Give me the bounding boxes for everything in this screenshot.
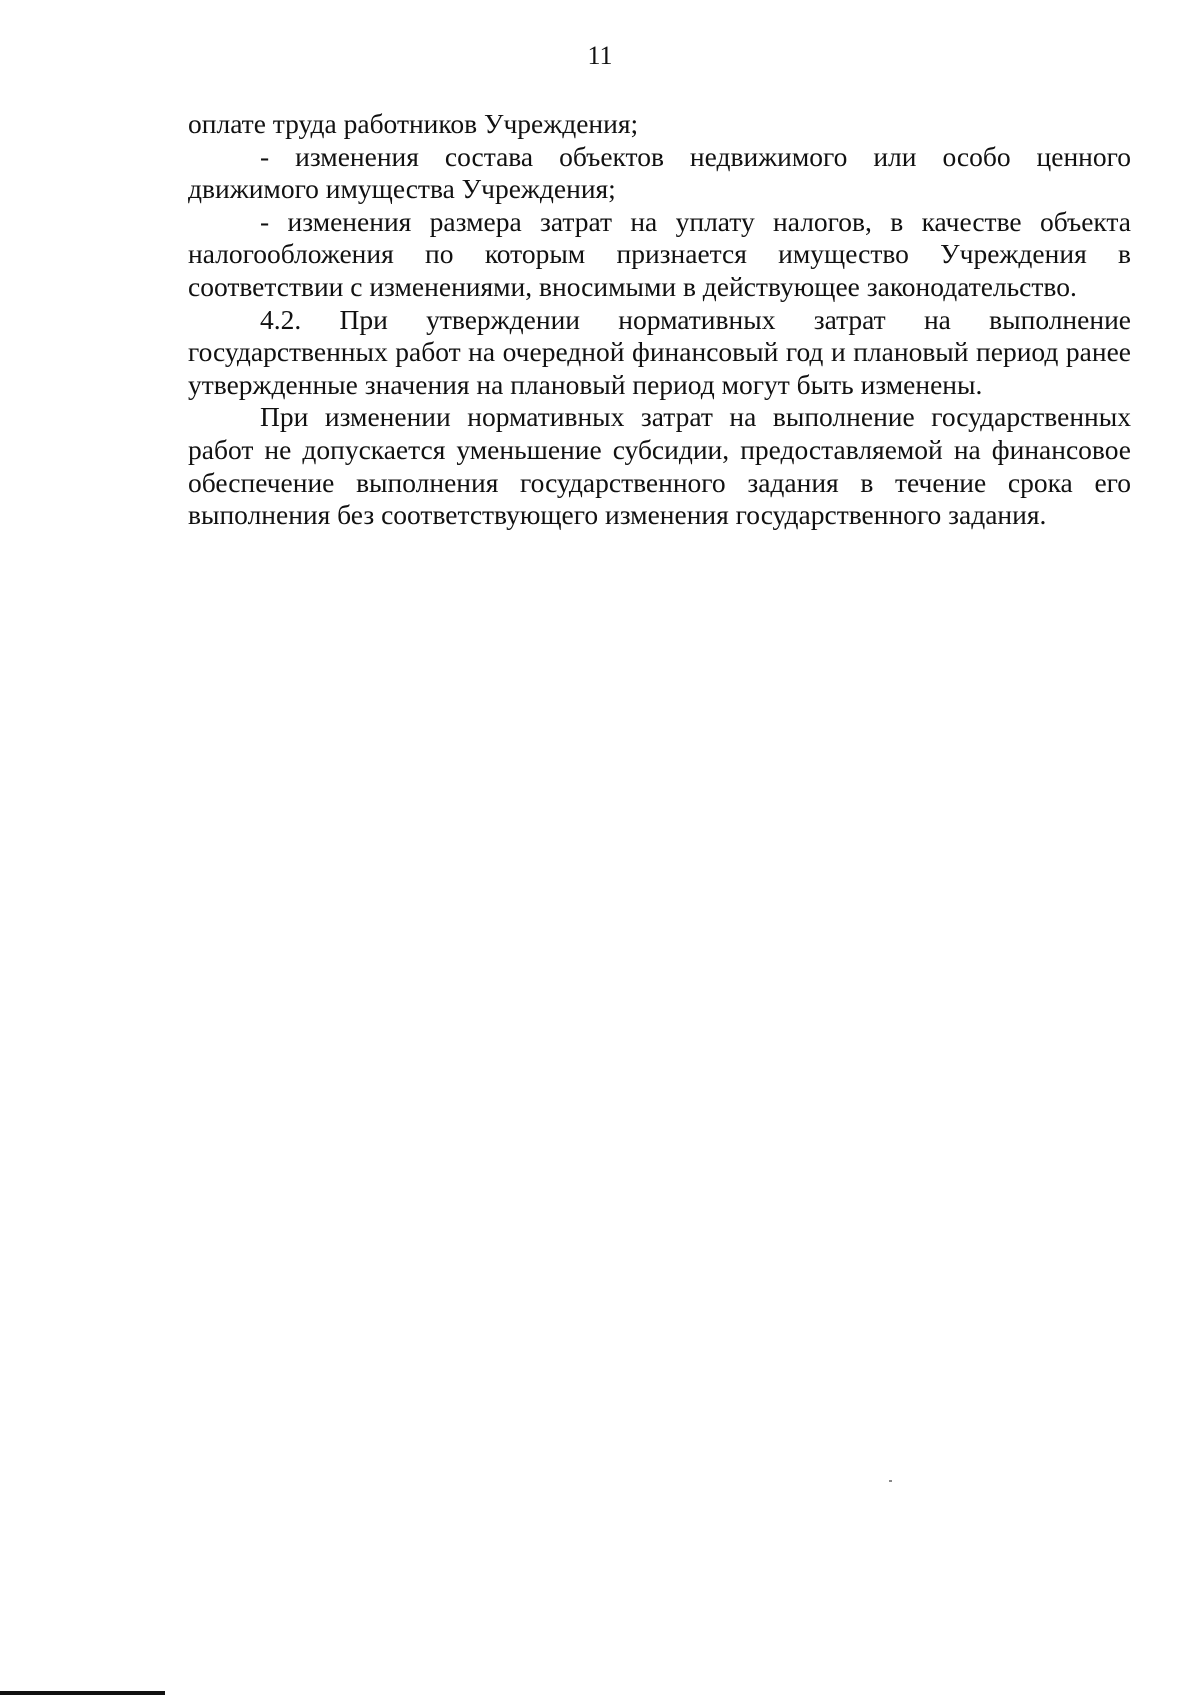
scan-speck — [889, 1480, 892, 1482]
paragraph-tax-change: - изменения размера затрат на уплату налогов, в качестве объекта налогообложения по которым признается имущество Учреждения в соответствии с изменениями, вносимыми в действующее законодательство. — [188, 205, 1131, 302]
page-number: 11 — [587, 41, 613, 70]
document-body — [188, 108, 1131, 532]
scan-edge-mark — [0, 1691, 165, 1695]
paragraph-continuation: оплате труда работников Учреждения; — [188, 108, 639, 139]
paragraph-subsidy-rule: При изменении нормативных затрат на выполнение государственных работ не допускается уменьшение субсидии, предоставляемой на финансовое обеспечение выполнения государственного задания в течение срока его выполнения без соответствующего изменения государственного задания. — [188, 401, 1131, 531]
paragraph-property-change: - изменения состава объектов недвижимого или особо ценного движимого имущества Учреждения; — [188, 140, 1131, 205]
paragraph-clause-4-2: 4.2. При утверждении нормативных затрат на выполнение государственных работ на очередной финансовый год и плановый период ранее утвержденные значения на плановый период могут быть изменены. — [188, 303, 1131, 400]
